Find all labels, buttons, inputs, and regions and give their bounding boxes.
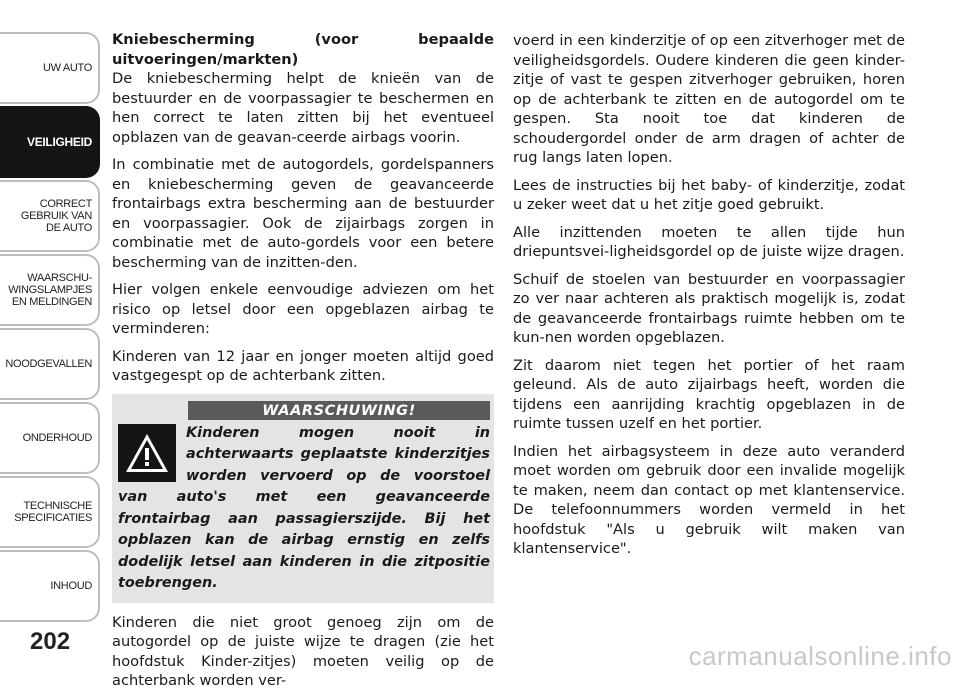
warning-text: Kinderen mogen nooit in achterwaarts geplaatste kinderzitjes worden vervoerd op de voorstoel van auto's met een geavanceerde frontairbag aan passagierszijde. Bij het opblazen kan de airbag ernstig en zelfs dodelijk letsel aan kinderen in die zitpositie toebrengen. xyxy=(118,424,490,591)
paragraph: Schuif de stoelen van bestuurder en voorpassagier zo ver naar achteren als praktisch mogelijk is, zodat de geavanceerde frontairbags ruimte hebben om te kun-nen worden opgeblazen. xyxy=(513,270,905,346)
paragraph: Zit daarom niet tegen het portier of het raam geleund. Als de auto zijairbags heeft, worden die tijdens een aanrijding krachtig opgeblazen in de ruimte tussen uzelf en het portier. xyxy=(513,356,905,432)
watermark: carmanualsonline.info xyxy=(688,641,952,671)
paragraph: De kniebescherming helpt de knieën van de bestuurder en de voorpassagier te beschermen en hen correct te laten zitten bij het eventueel opblazen van de geavan-ceerde airbags voorin. xyxy=(112,70,494,146)
tab-correct-gebruik[interactable]: CORRECT GEBRUIK VAN DE AUTO xyxy=(0,180,100,252)
paragraph: Alle inzittenden moeten te allen tijde hun driepuntsvei-ligheidsgordel op de juiste wijze dragen. xyxy=(513,223,905,260)
paragraph: voerd in een kinderzitje of op een zitverhoger met de veiligheidsgordels. Oudere kinderen die geen kinder-zitje of vast te gespen zitverhoger gebruiken, horen op de achterbank te zitten en de autogordel om te gespen. Sta nooit toe dat kinderen de schoudergordel onder de arm dragen of achter de rug langs laten lopen. xyxy=(513,32,905,166)
section-heading: Kniebescherming (voor bepaalde uitvoeringen/markten) xyxy=(112,31,494,68)
paragraph: Hier volgen enkele eenvoudige adviezen om het risico op letsel door een opgeblazen airbag te verminderen: xyxy=(112,281,494,337)
warning-title: WAARSCHUWING! xyxy=(188,401,490,420)
tab-inhoud[interactable]: INHOUD xyxy=(0,550,100,622)
paragraph: In combinatie met de autogordels, gordelspanners en kniebescherming geven de geavanceerde frontairbags extra bescherming aan de bestuurder en voorpassagier. Ook de zijairbags zorgen in combinatie met de auto-gordels voor een betere bescherming van de inzitten-den. xyxy=(112,156,494,271)
tab-onderhoud[interactable]: ONDERHOUD xyxy=(0,402,100,474)
tab-veiligheid[interactable]: VEILIGHEID xyxy=(0,106,100,178)
text-column-right xyxy=(513,31,905,567)
paragraph: Indien het airbagsysteem in deze auto veranderd moet worden om gebruik door een invalide mogelijk te maken, neem dan contact op met klantenservice. De telefoonnummers worden vermeld in het hoofdstuk "Als u gebruik wilt maken van klantenservice". xyxy=(513,442,905,557)
page-number: 202 xyxy=(30,628,71,655)
tab-technische-specificaties[interactable]: TECHNISCHE SPECIFICATIES xyxy=(0,476,100,548)
warning-triangle-icon xyxy=(118,424,176,482)
paragraph: Kinderen die niet groot genoeg zijn om de autogordel op de juiste wijze te dragen (zie het hoofdstuk Kinder-zitjes) moeten veilig op de achterbank worden ver- xyxy=(112,613,494,689)
tab-noodgevallen[interactable]: NOODGEVALLEN xyxy=(0,328,100,400)
warning-box xyxy=(112,394,494,603)
text-column-left xyxy=(112,30,494,699)
tab-uw-auto[interactable]: UW AUTO xyxy=(0,32,100,104)
paragraph: Lees de instructies bij het baby- of kinderzitje, zodat u zeker weet dat u het zitje goed gebruikt. xyxy=(513,176,905,213)
paragraph: Kinderen van 12 jaar en jonger moeten altijd goed vastgegespt op de achterbank zitten. xyxy=(112,347,494,384)
tab-waarschuwingslampjes[interactable]: WAARSCHU- WINGSLAMPJES EN MELDINGEN xyxy=(0,254,100,326)
